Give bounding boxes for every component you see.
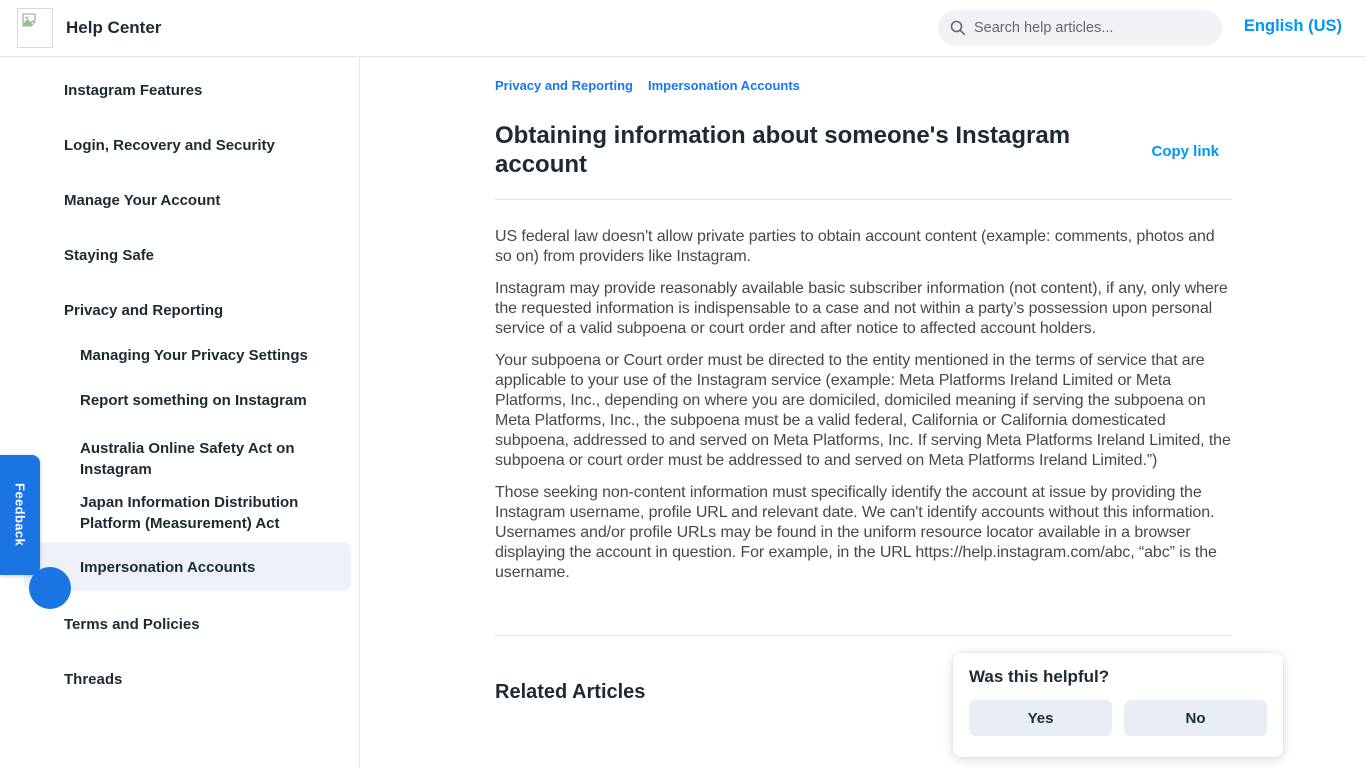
sidebar-item-managing-privacy-settings[interactable]: Managing Your Privacy Settings (80, 347, 308, 364)
article-title: Obtaining information about someone's Instagram account (495, 122, 1071, 178)
helpful-no-button[interactable]: No (1124, 700, 1267, 736)
feedback-tab-label: Feedback (12, 483, 28, 547)
breadcrumb-privacy-and-reporting[interactable]: Privacy and Reporting (495, 78, 633, 93)
was-this-helpful-card (953, 653, 1283, 757)
title-divider (495, 199, 1232, 200)
cursor-indicator-dot (29, 567, 71, 609)
breadcrumb-impersonation-accounts[interactable]: Impersonation Accounts (647, 78, 800, 93)
search-bar[interactable] (938, 10, 1222, 46)
article-paragraph: Those seeking non-content information must specifically identify the account at issue by providing the Instagram username, profile URL and relevant date. We can't identify accounts without this information. Usernames and/or profile URLs may be found in the uniform resource locator available in a browser displaying the account in question. For example, in the URL https://help.instagram.com/abc, “abc” is the username. (495, 484, 1217, 581)
helpful-yes-button[interactable]: Yes (969, 700, 1112, 736)
site-logo[interactable] (17, 8, 53, 48)
helpful-question: Was this helpful? (969, 667, 1110, 686)
article-body (495, 227, 1232, 583)
sidebar-item-report-something[interactable]: Report something on Instagram (80, 392, 307, 409)
search-icon (950, 20, 966, 36)
sidebar-item-staying-safe[interactable]: Staying Safe (64, 247, 155, 264)
copy-link-button[interactable]: Copy link (1151, 143, 1219, 160)
sidebar-item-japan-information-act[interactable]: Japan Information Distribution Platform (Measurement) Act (80, 494, 299, 532)
sidebar-item-threads[interactable]: Threads (64, 671, 123, 688)
article-main (495, 57, 1232, 704)
sidebar-item-privacy-and-reporting[interactable]: Privacy and Reporting (64, 302, 224, 319)
article-paragraph: Your subpoena or Court order must be directed to the entity mentioned in the terms of service that are applicable to your use of the Instagram service (example: Meta Platforms Ireland Limited or Meta Platforms, Inc., depending on where you are domiciled, domiciled meaning if serving the subpoena on Meta Platforms, Inc., the subpoena must be a valid federal, California or California domesticated subpoena, addressed to and served on Meta Platforms, Inc. If serving Meta Platforms Ireland Limited, the subpoena or court order must be addressed to and served on Meta Platforms Ireland Limited.”) (495, 352, 1231, 469)
language-selector[interactable]: English (US) (1243, 17, 1342, 35)
search-input[interactable] (974, 20, 1210, 36)
page-title-help-center: Help Center (66, 18, 162, 37)
related-articles-heading: Related Articles (495, 681, 646, 703)
broken-image-icon (20, 11, 38, 29)
article-paragraph: Instagram may provide reasonably available basic subscriber information (not content), if any, only where the requested information is indispensable to a case and not within a party’s possession upon personal service of a valid subpoena or court order and after notice to affected account holders. (495, 280, 1228, 337)
breadcrumb (495, 78, 1232, 93)
related-divider (495, 635, 1232, 636)
sidebar-item-terms-and-policies[interactable]: Terms and Policies (64, 616, 200, 633)
feedback-tab[interactable] (0, 455, 40, 575)
sidebar-nav (0, 57, 360, 768)
sidebar-item-australia-online-safety-act[interactable]: Australia Online Safety Act on Instagram (80, 440, 295, 478)
sidebar-item-login-recovery-security[interactable]: Login, Recovery and Security (64, 137, 275, 154)
sidebar-item-impersonation-accounts-active[interactable]: Impersonation Accounts (24, 542, 351, 591)
article-paragraph: US federal law doesn't allow private parties to obtain account content (example: comments, photos and so on) from providers like Instagram. (495, 228, 1215, 265)
sidebar-item-instagram-features[interactable]: Instagram Features (64, 82, 203, 99)
helpful-buttons-row (969, 700, 1267, 736)
sidebar-item-manage-your-account[interactable]: Manage Your Account (64, 192, 221, 209)
top-header (0, 0, 1366, 57)
